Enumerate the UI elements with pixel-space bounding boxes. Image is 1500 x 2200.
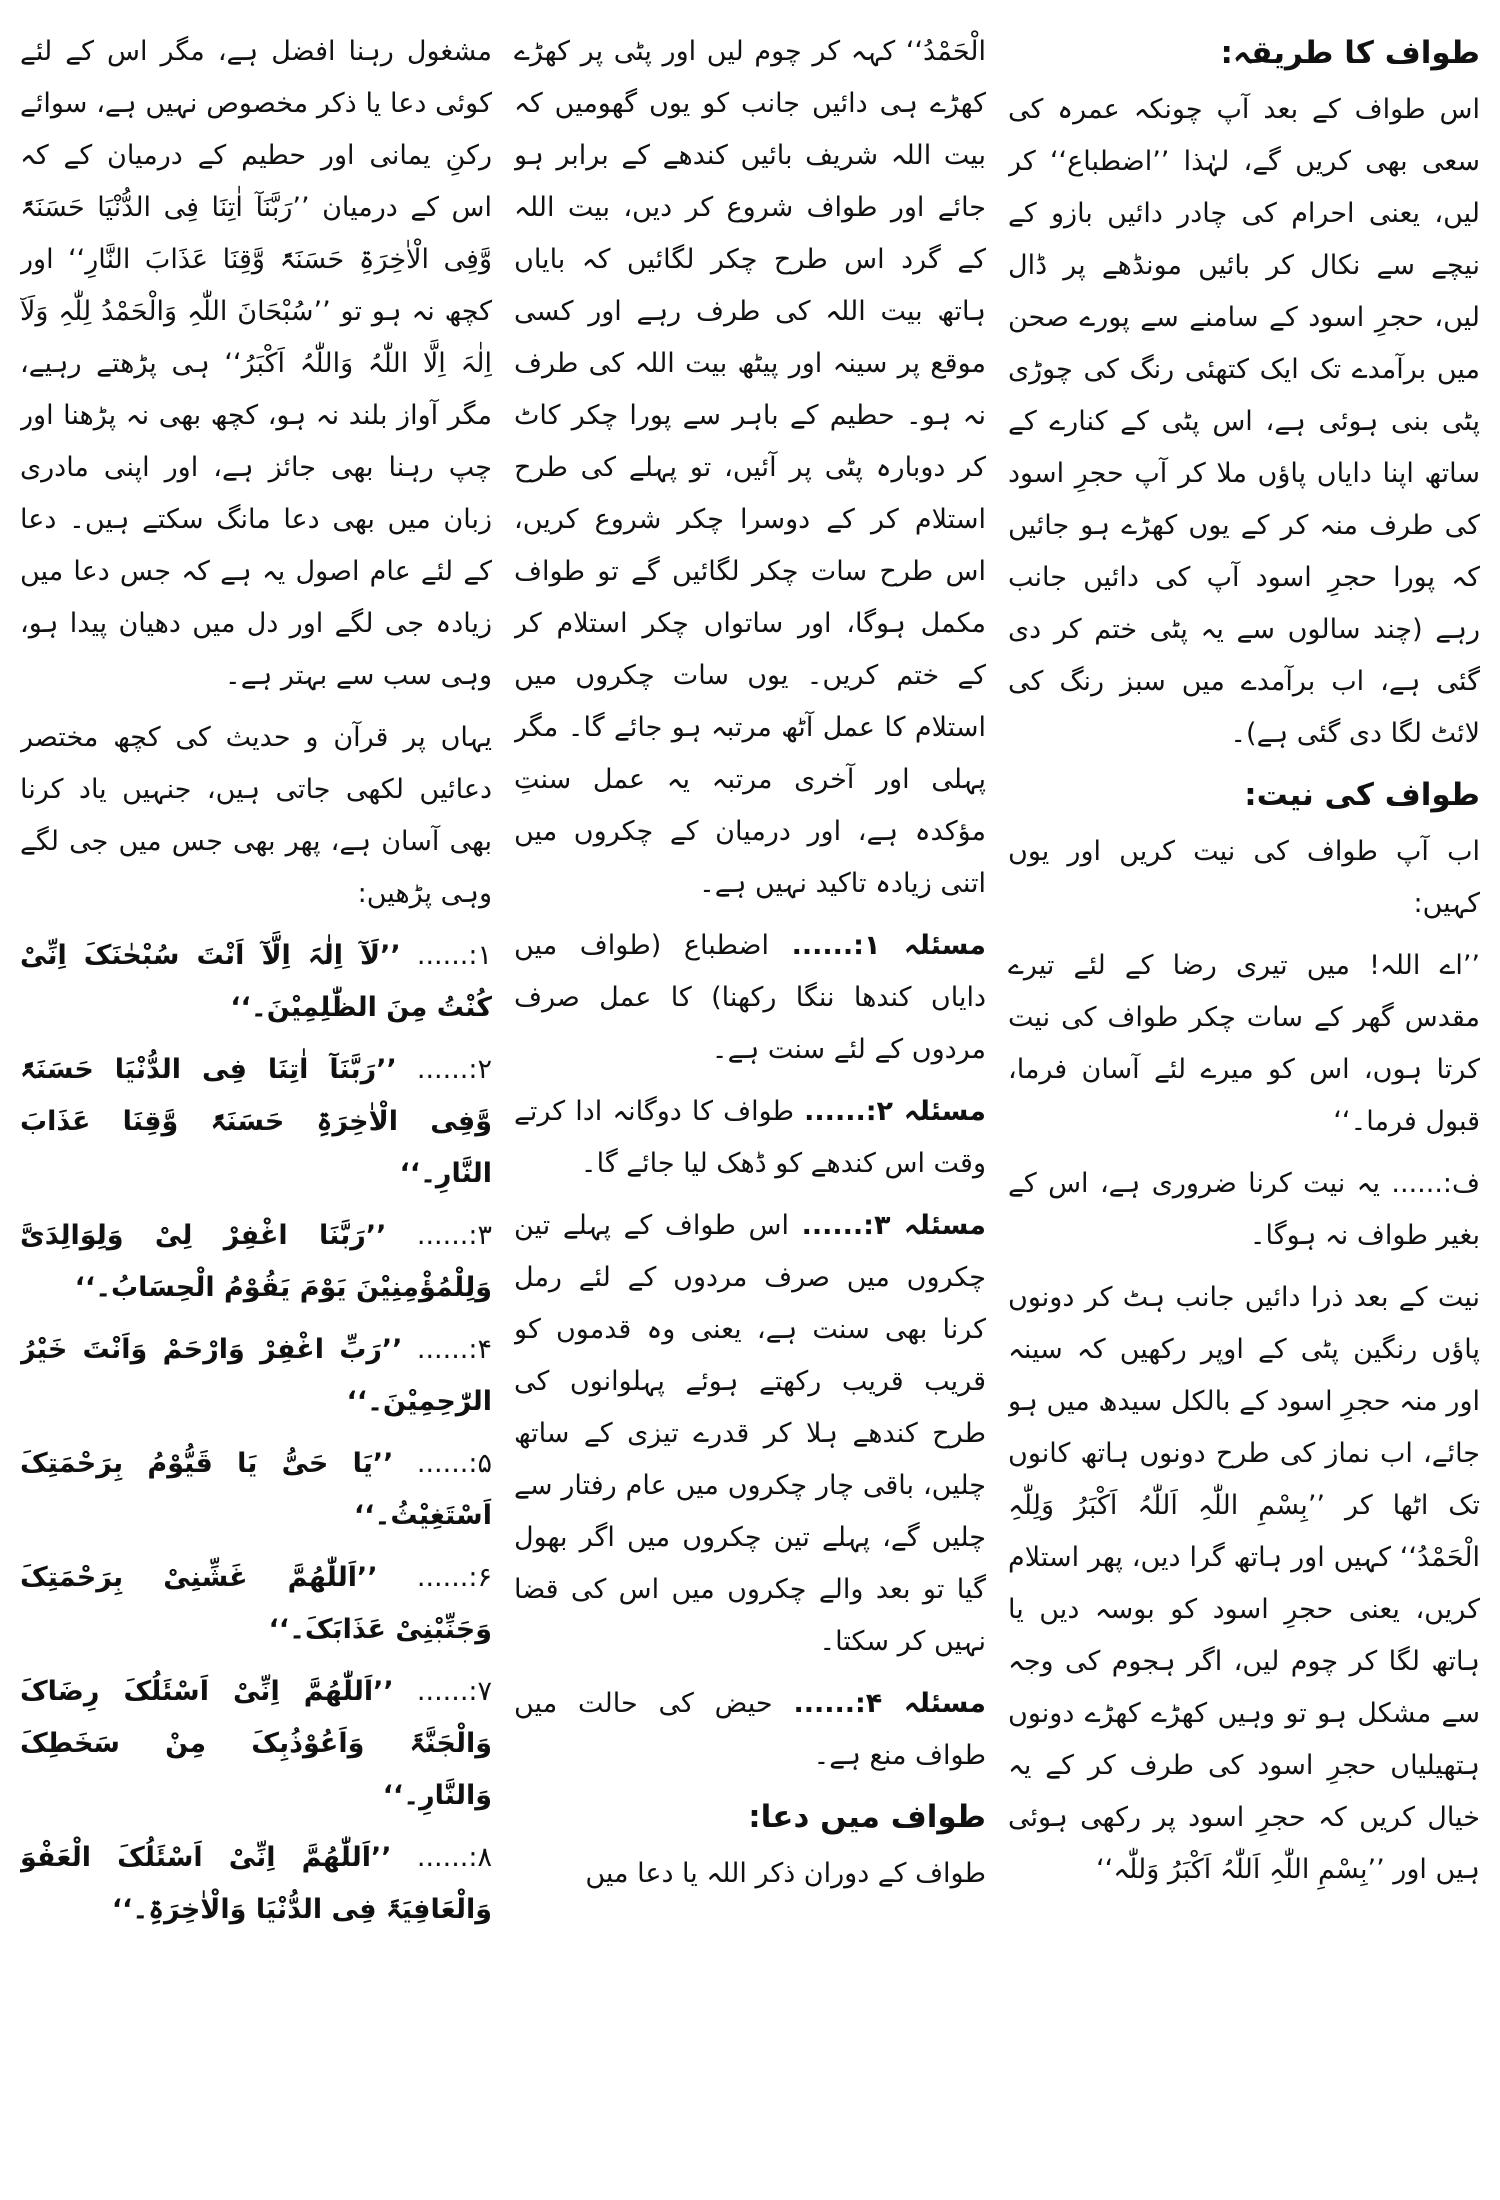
masala-text: حیض کی حالت میں طواف منع ہے۔: [514, 1688, 986, 1771]
dua-text: ’’رَبَّنَا اغْفِرْ لِیْ وَلِوَالِدَیَّ وَلِلْمُؤْمِنِیْنَ یَوْمَ یَقُوْمُ الْحِسَابُ۔‘‘: [20, 1220, 492, 1303]
paragraph-niyyat-quote: ’’اے اللہ! میں تیری رضا کے لئے تیرے مقدس گھر کے سات چکر طواف کی نیت کرتا ہوں، اس کو میرے لئے آسان فرما، قبول فرما۔‘‘: [1008, 950, 1480, 1137]
paragraph-note: ف:...... یہ نیت کرنا ضروری ہے، اس کے بغیر طواف نہ ہوگا۔: [1008, 1168, 1480, 1251]
dua-item: [20, 1552, 492, 1656]
masala-text: اضطباع (طواف میں دایاں کندھا ننگا رکھنا) کا عمل صرف مردوں کے لئے سنت ہے۔: [514, 930, 986, 1065]
dua-text: ’’لَآ اِلٰہَ اِلَّآ اَنْتَ سُبْحٰنَکَ اِنِّیْ کُنْتُ مِنَ الظّٰلِمِیْنَ۔‘‘: [20, 940, 492, 1023]
masala-label: مسئلہ ۲:......: [804, 1096, 986, 1127]
paragraph: مشغول رہنا افضل ہے، مگر اس کے لئے کوئی دعا یا ذکر مخصوص نہیں ہے، سوائے رکنِ یمانی اور حطیم کے درمیان کے کہ اس کے درمیان ’’رَبَّنَآ اٰتِنَا فِی الدُّنْیَا حَسَنَۃً وَّفِی الْاٰخِرَۃِ حَسَنَۃً وَّقِنَا عَذَابَ النَّارِ‘‘ اور کچھ نہ ہو تو ’’سُبْحَانَ اللّٰہِ وَالْحَمْدُ لِلّٰہِ وَلَآ اِلٰہَ اِلَّا اللّٰہُ وَاللّٰہُ اَکْبَرُ‘‘ ہی پڑھتے رہیے، مگر آواز بلند نہ ہو، کچھ بھی نہ پڑھنا اور چپ رہنا بھی جائز ہے، اور اپنی مادری زبان میں بھی دعا مانگ سکتے ہیں۔ دعا کے لئے عام اصول یہ ہے کہ جس دعا میں زیادہ جی لگے اور دل میں دھیان پیدا ہو، وہی سب سے بہتر ہے۔: [20, 36, 492, 691]
dua-number: ۴:......: [416, 1334, 492, 1365]
column-middle: [514, 26, 986, 2180]
masala-1: [514, 920, 986, 1076]
paragraph: یہاں پر قرآن و حدیث کی کچھ مختصر دعائیں لکھی جاتی ہیں، جنہیں یاد کرنا بھی آسان ہے، پھر بھی جس میں جی لگے وہی پڑھیں:: [20, 722, 492, 909]
column-left: [20, 26, 492, 2180]
masala-label: مسئلہ ۱:......: [791, 930, 986, 961]
dua-item: [20, 1324, 492, 1428]
dua-text: ’’اَللّٰھُمَّ غَشِّنِیْ بِرَحْمَتِکَ وَجَنِّبْنِیْ عَذَابَکَ۔‘‘: [20, 1562, 492, 1645]
dua-item: [20, 1438, 492, 1542]
dua-number: ۸:......: [416, 1842, 492, 1873]
dua-number: ۵:......: [416, 1448, 492, 1479]
masala-label: مسئلہ ۴:......: [793, 1688, 986, 1719]
dua-number: ۲:......: [416, 1054, 492, 1085]
masala-3: [514, 1200, 986, 1668]
dua-list: [20, 930, 492, 1936]
column-right: [1008, 26, 1480, 2180]
paragraph: اس طواف کے بعد آپ چونکہ عمرہ کی سعی بھی کریں گے، لہٰذا ’’اضطباع‘‘ کر لیں، یعنی احرام کی چادر دائیں بازو کے نیچے سے نکال کر بائیں مونڈھے پر ڈال لیں، حجرِ اسود کے سامنے سے پورے صحن میں برآمدے تک ایک کتھئی رنگ کی چوڑی پٹی بنی ہوئی ہے، اس پٹی کے کنارے کے ساتھ اپنا دایاں پاؤں ملا کر آپ حجرِ اسود کی طرف منہ کر کے یوں کھڑے ہو جائیں کہ پورا حجرِ اسود آپ کی دائیں جانب رہے (چند سالوں سے یہ پٹی ختم کر دی گئی ہے، اب برآمدے میں سبز رنگ کی لائٹ لگا دی گئی ہے)۔: [1008, 94, 1480, 749]
heading-tawaf-method: طواف کا طریقہ:: [1220, 35, 1480, 71]
dua-item: [20, 930, 492, 1034]
dua-text: ’’اَللّٰھُمَّ اِنِّیْ اَسْئَلُکَ رِضَاکَ وَالْجَنَّۃَ وَاَعُوْذُبِکَ مِنْ سَخَطِکَ وَالنَّارِ۔‘‘: [20, 1676, 492, 1811]
dua-item: [20, 1044, 492, 1200]
dua-item: [20, 1666, 492, 1822]
paragraph: نیت کے بعد ذرا دائیں جانب ہٹ کر دونوں پاؤں رنگین پٹی کے اوپر رکھیں کہ سینہ اور منہ حجرِ اسود کے بالکل سیدھ میں ہو جائے، اب نماز کی طرح دونوں ہاتھ کانوں تک اٹھا کر ’’بِسْمِ اللّٰہِ اَللّٰہُ اَکْبَرُ وَلِلّٰہِ الْحَمْدُ‘‘ کہیں اور ہاتھ گرا دیں، پھر استلام کریں، یعنی حجرِ اسود کو بوسہ دیں یا ہاتھ لگا کر چوم لیں، اگر ہجوم کی وجہ سے مشکل ہو تو وہیں کھڑے کھڑے دونوں ہتھیلیاں حجرِ اسود کی طرف کر کے یہ خیال کریں کہ حجرِ اسود پر رکھی ہوئی ہیں اور ’’بِسْمِ اللّٰہِ اَللّٰہُ اَکْبَرُ وَللّٰہ‘‘: [1008, 1282, 1480, 1885]
dua-text: ’’اَللّٰھُمَّ اِنِّیْ اَسْئَلُکَ الْعَفْوَ وَالْعَافِیَۃَ فِی الدُّنْیَا وَالْاٰخِرَۃِ۔‘‘: [20, 1842, 492, 1925]
paragraph: طواف کے دوران ذکر اللہ یا دعا میں: [585, 1858, 986, 1889]
dua-number: ۷:......: [416, 1676, 492, 1707]
masala-text: طواف کا دوگانہ ادا کرتے وقت اس کندھے کو ڈھک لیا جائے گا۔: [514, 1096, 986, 1179]
dua-text: ’’یَا حَیُّ یَا قَیُّوْمُ بِرَحْمَتِکَ اَسْتَغِیْثُ۔‘‘: [20, 1448, 492, 1531]
dua-number: ۳:......: [416, 1220, 492, 1251]
dua-item: [20, 1210, 492, 1314]
masala-4: [514, 1678, 986, 1782]
masala-label: مسئلہ ۳:......: [801, 1210, 986, 1241]
masala-2: [514, 1086, 986, 1190]
dua-item: [20, 1832, 492, 1936]
heading-tawaf-dua: طواف میں دعا:: [748, 1799, 986, 1835]
dua-number: ۱:......: [416, 940, 492, 971]
dua-text: ’’رَبَّنَآ اٰتِنَا فِی الدُّنْیَا حَسَنَۃً وَّفِی الْاٰخِرَۃِ حَسَنَۃً وَّقِنَا عَذَابَ النَّارِ۔‘‘: [20, 1054, 492, 1189]
dua-number: ۶:......: [416, 1562, 492, 1593]
heading-tawaf-niyyat: طواف کی نیت:: [1244, 777, 1480, 813]
masala-text: اس طواف کے پہلے تین چکروں میں صرف مردوں کے لئے رمل کرنا بھی سنت ہے، یعنی وہ قدموں کو قریب قریب رکھتے ہوئے پہلوانوں کی طرح کندھے ہلا کر قدرے تیزی کے ساتھ چلیں، باقی چار چکروں میں عام رفتار سے چلیں گے، پہلے تین چکروں میں اگر بھول گیا تو بعد والے چکروں میں اس کی قضا نہیں کر سکتا۔: [514, 1210, 986, 1657]
paragraph: اب آپ طواف کی نیت کریں اور یوں کہیں:: [1008, 836, 1480, 919]
paragraph: الْحَمْدُ‘‘ کہہ کر چوم لیں اور پٹی پر کھڑے کھڑے ہی دائیں جانب کو یوں گھومیں کہ بیت اللہ شریف بائیں کندھے کے برابر ہو جائے اور طواف شروع کر دیں، بیت اللہ کے گرد اس طرح چکر لگائیں کہ بایاں ہاتھ بیت اللہ کی طرف رہے اور کسی موقع پر سینہ اور پیٹھ بیت اللہ کی طرف نہ ہو۔ حطیم کے باہر سے پورا چکر کاٹ کر دوبارہ پٹی پر آئیں، تو پہلے کی طرح استلام کر کے دوسرا چکر شروع کریں، اس طرح سات چکر لگائیں گے تو طواف مکمل ہوگا، اور ساتواں چکر استلام کر کے ختم کریں۔ یوں سات چکروں میں استلام کا عمل آٹھ مرتبہ ہو جائے گا۔ مگر پہلی اور آخری مرتبہ یہ عمل سنتِ مؤکدہ ہے، اور درمیان کے چکروں میں اتنی زیادہ تاکید نہیں ہے۔: [514, 36, 986, 899]
dua-text: ’’رَبِّ اغْفِرْ وَارْحَمْ وَاَنْتَ خَیْرُ الرّٰحِمِیْنَ۔‘‘: [20, 1334, 492, 1417]
